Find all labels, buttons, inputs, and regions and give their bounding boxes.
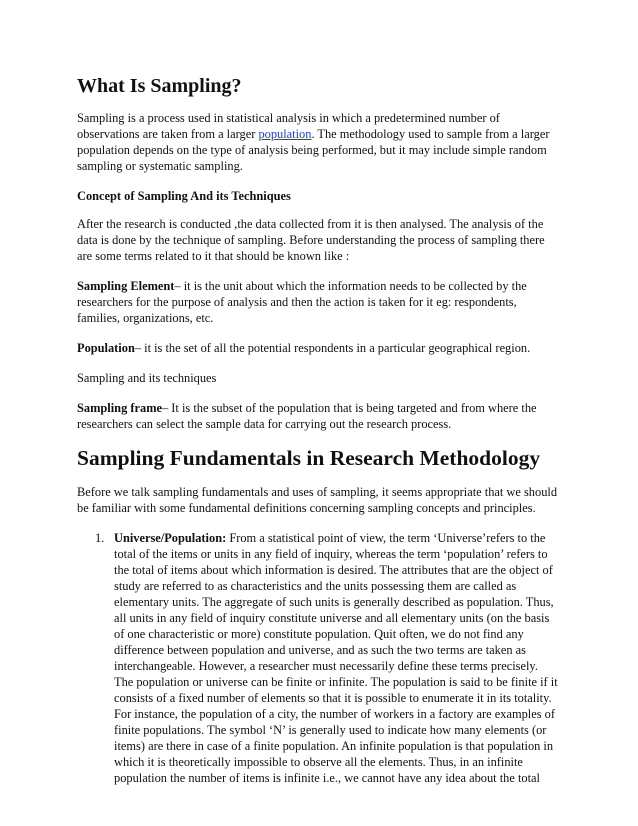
population-text: – it is the set of all the potential respondents in a particular geographical region. bbox=[134, 341, 531, 355]
intro-text-end: . The methodology used to sample from a larger population depends on the type of analysis being performed, but it may include simple random sampling or systematic sampling. bbox=[77, 127, 550, 173]
definitions-list bbox=[77, 530, 558, 786]
list-item-number: 1. bbox=[95, 531, 105, 545]
population-paragraph bbox=[77, 340, 558, 356]
intro-paragraph bbox=[77, 110, 558, 174]
population-link[interactable]: population bbox=[258, 127, 312, 141]
section-title-fundamentals: Sampling Fundamentals in Research Methodology bbox=[77, 446, 541, 470]
concept-paragraph: After the research is conducted ,the data collected from it is then analysed. The analysis of the data is done by the technique of sampling. Before understanding the process of sampling there are some terms related to it that should be known like : bbox=[77, 217, 545, 263]
population-label: Population bbox=[77, 341, 135, 355]
sampling-element-label: Sampling Element bbox=[77, 279, 175, 293]
sampling-frame-label: Sampling frame bbox=[77, 401, 163, 415]
sampling-frame-paragraph bbox=[77, 400, 558, 432]
fundamentals-intro: Before we talk sampling fundamentals and uses of sampling, it seems appropriate that we should be familiar with some fundamental definitions concerning sampling concepts and principles. bbox=[77, 485, 558, 515]
sampling-element-paragraph bbox=[77, 278, 558, 326]
techniques-line: Sampling and its techniques bbox=[77, 371, 217, 385]
list-item-text: From a statistical point of view, the term ‘Universe’refers to the total of the items or units in any field of inquiry, whereas the term ‘population’ refers to the total of items about which information is desired. The attributes that are the object of study are referred to as characteristics and the units possessing them are called as elementary units. The aggregate of such units is generally described as population. Thus, all units in any field of inquiry constitute universe and all elementary units (on the basis of one characteristic or more) constitute population. Quit often, we do not find any difference between population and universe, and as such the two terms are taken as interchangeable. However, a researcher must necessarily define these terms precisely. The population or universe can be finite or infinite. The population is said to be finite if it consists of a fixed number of elements so that it is possible to enumerate it in its totality. For instance, the population of a city, the number of workers in a factory are examples of finite populations. The symbol ‘N’ is generally used to indicate how many elements (or items) are there in case of a finite population. An infinite population is that population in which it is theoretically impossible to observe all the elements. Thus, in an infinite population the number of items is infinite i.e., we cannot have any idea about the total bbox=[114, 531, 558, 785]
section-title-what-is-sampling: What Is Sampling? bbox=[77, 75, 242, 97]
list-item-label: Universe/Population: bbox=[114, 531, 227, 545]
list-item bbox=[95, 530, 558, 786]
sampling-frame-text: – It is the subset of the population that is being targeted and from where the researchers can select the sample data for carrying out the research process. bbox=[77, 401, 537, 431]
intro-text-start: Sampling is a process used in statistical analysis in which a predetermined number of observations are taken from a larger bbox=[77, 111, 500, 141]
concept-heading: Concept of Sampling And its Techniques bbox=[77, 189, 291, 203]
sampling-element-text: – it is the unit about which the information needs to be collected by the researchers for the purpose of analysis and then the action is taken for it eg: respondents, families, organizations, etc. bbox=[77, 279, 527, 325]
